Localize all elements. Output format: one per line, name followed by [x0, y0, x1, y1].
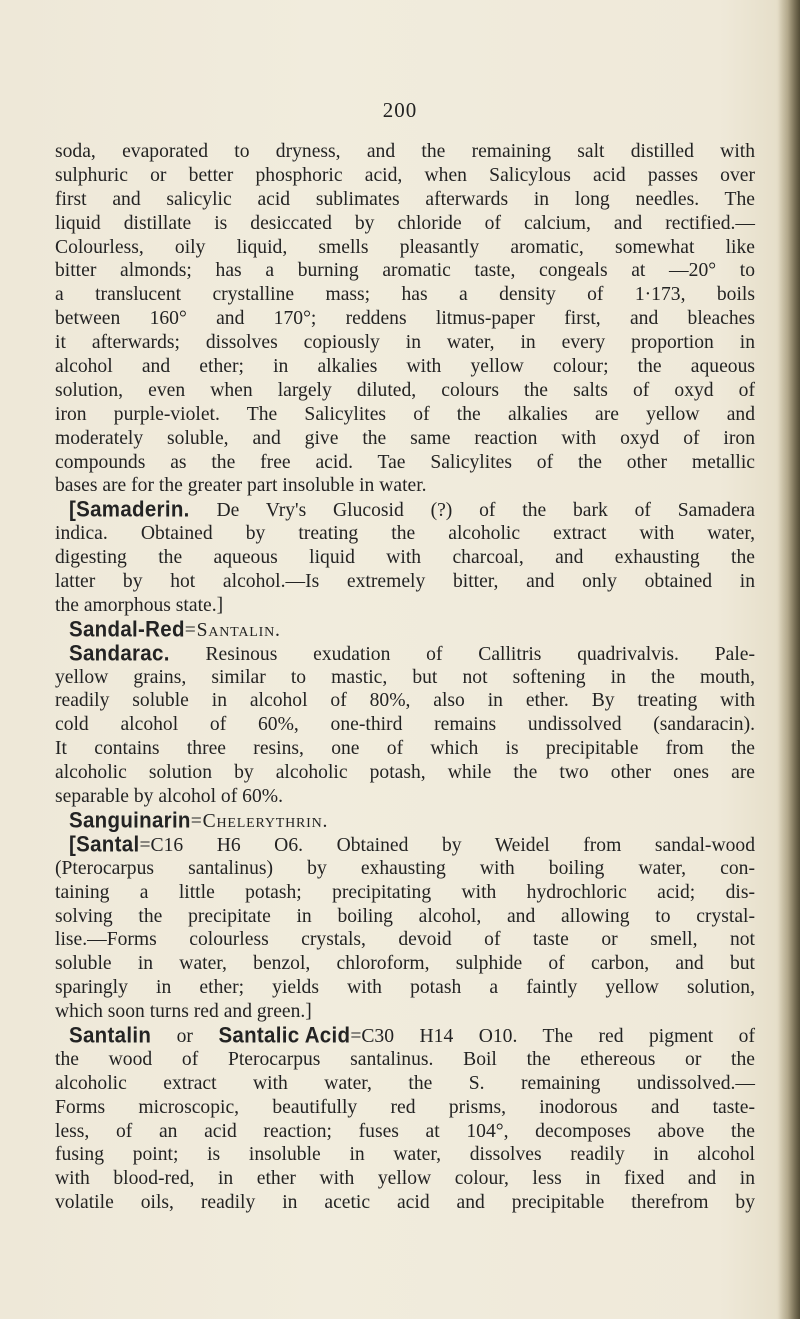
entry-samaderin — [55, 498, 755, 522]
text-line: moderately soluble, and give the same reaction with oxyd of iron — [55, 427, 755, 449]
text-line: alcohol and ether; in alkalies with yellow colour; the aqueous — [55, 356, 755, 378]
text-line: soda, evaporated to dryness, and the remaining salt distilled with — [55, 141, 755, 162]
entry-santalin — [55, 1024, 755, 1048]
chemical-formula: =C30 H14 O10. — [350, 1025, 518, 1047]
text-line: less, of an acid reaction; fuses at 104°, decomposes above the — [55, 1120, 755, 1142]
text-line: solving the precipitate in boiling alcohol, and allowing to crystal- — [55, 905, 755, 927]
text-line: solution, even when largely diluted, colours the salts of oxyd of — [55, 379, 755, 401]
headword-santalin: Santalin — [69, 1022, 152, 1048]
cross-reference: =Santalin. — [184, 619, 281, 641]
headword-samaderin: [Samaderin. — [69, 497, 190, 523]
text-line: separable by alcohol of 60%. — [55, 786, 283, 808]
entry-sandarac — [55, 642, 755, 666]
chemical-formula: =C16 H6 O6. — [139, 834, 304, 856]
text-line: alcoholic extract with water, the S. remaining undissolved.— — [55, 1072, 755, 1094]
page-number: 200 — [382, 98, 418, 122]
text-line: a translucent crystalline mass; has a density of 1·173, boils — [55, 284, 755, 306]
text-line: readily soluble in alcohol of 80%, also in ether. By treating with — [55, 690, 755, 712]
entry-text: Resinous exudation of Callitris quadrivalvis. Pale- — [169, 643, 755, 665]
text-line: bases are for the greater part insoluble in water. — [55, 475, 427, 497]
headword-santalic-acid: Santalic Acid — [218, 1022, 351, 1048]
text-line: Forms microscopic, beautifully red prisms, inodorous and taste- — [55, 1096, 755, 1118]
text-line: which soon turns red and green.] — [55, 1001, 312, 1023]
entry-text: De Vry's Glucosid (?) of the bark of Samadera — [189, 500, 755, 522]
text-line: latter by hot alcohol.—Is extremely bitter, and only obtained in — [55, 571, 755, 593]
text-line: soluble in water, benzol, chloroform, sulphide of carbon, and but — [55, 953, 755, 975]
text-line: sparingly in ether; yields with potash a faintly yellow solution, — [55, 977, 755, 999]
headword-santal: [Santal — [69, 831, 140, 857]
text-line: (Pterocarpus santalinus) by exhausting with boiling water, con- — [55, 857, 755, 879]
text-line: digesting the aqueous liquid with charcoal, and exhausting the — [55, 547, 755, 569]
text-line: taining a little potash; precipitating with hydrochloric acid; dis- — [55, 881, 755, 903]
entry-sanguinarin — [55, 809, 755, 833]
text-line: it afterwards; dissolves copiously in water, in every proportion in — [55, 332, 755, 354]
text-line: yellow grains, similar to mastic, but not softening in the mouth, — [55, 666, 755, 688]
page-body — [55, 140, 755, 1215]
text-line: Colourless, oily liquid, smells pleasantly aromatic, somewhat like — [55, 236, 755, 258]
headword-sandal-red: Sandal-Red — [69, 616, 185, 642]
text-line: the amorphous state.] — [55, 594, 224, 616]
text-line: cold alcohol of 60%, one-third remains undissolved (sandaracin). — [55, 714, 755, 736]
headword-sandarac: Sandarac. — [69, 640, 170, 666]
text-line: liquid distillate is desiccated by chloride of calcium, and rectified.— — [55, 212, 755, 234]
text-line: with blood-red, in ether with yellow colour, less in fixed and in — [55, 1168, 755, 1190]
text-line: iron purple-violet. The Salicylites of the alkalies are yellow and — [55, 403, 755, 425]
text-line: first and salicylic acid sublimates afterwards in long needles. The — [55, 188, 755, 210]
text-line: between 160° and 170°; reddens litmus-paper first, and bleaches — [55, 308, 755, 330]
page-edge-shadow — [778, 0, 800, 1319]
text-line: fusing point; is insoluble in water, dissolves readily in alcohol — [55, 1144, 755, 1166]
entry-text: Obtained by Weidel from sandal-wood — [303, 834, 756, 856]
cross-reference: =Chelerythrin. — [190, 810, 329, 832]
text-line: compounds as the free acid. Tae Salicylites of the other metallic — [55, 451, 755, 473]
text-line: It contains three resins, one of which is precipitable from the — [55, 738, 755, 760]
text-line: lise.—Forms colourless crystals, devoid of taste or smell, not — [55, 929, 755, 951]
entry-text: or — [151, 1025, 219, 1047]
text-line: volatile oils, readily in acetic acid and precipitable therefrom by — [55, 1192, 755, 1214]
entry-santal — [55, 833, 755, 857]
entry-text: The red pigment of — [517, 1025, 755, 1047]
headword-sanguinarin: Sanguinarin — [69, 807, 191, 833]
text-line: indica. Obtained by treating the alcoholic extract with water, — [55, 523, 755, 545]
text-line: bitter almonds; has a burning aromatic taste, congeals at —20° to — [55, 260, 755, 282]
entry-sandal-red — [55, 618, 755, 642]
text-line: sulphuric or better phosphoric acid, when Salicylous acid passes over — [55, 164, 755, 186]
text-line: alcoholic solution by alcoholic potash, while the two other ones are — [55, 762, 755, 784]
text-line: the wood of Pterocarpus santalinus. Boil the ethereous or the — [55, 1048, 755, 1070]
